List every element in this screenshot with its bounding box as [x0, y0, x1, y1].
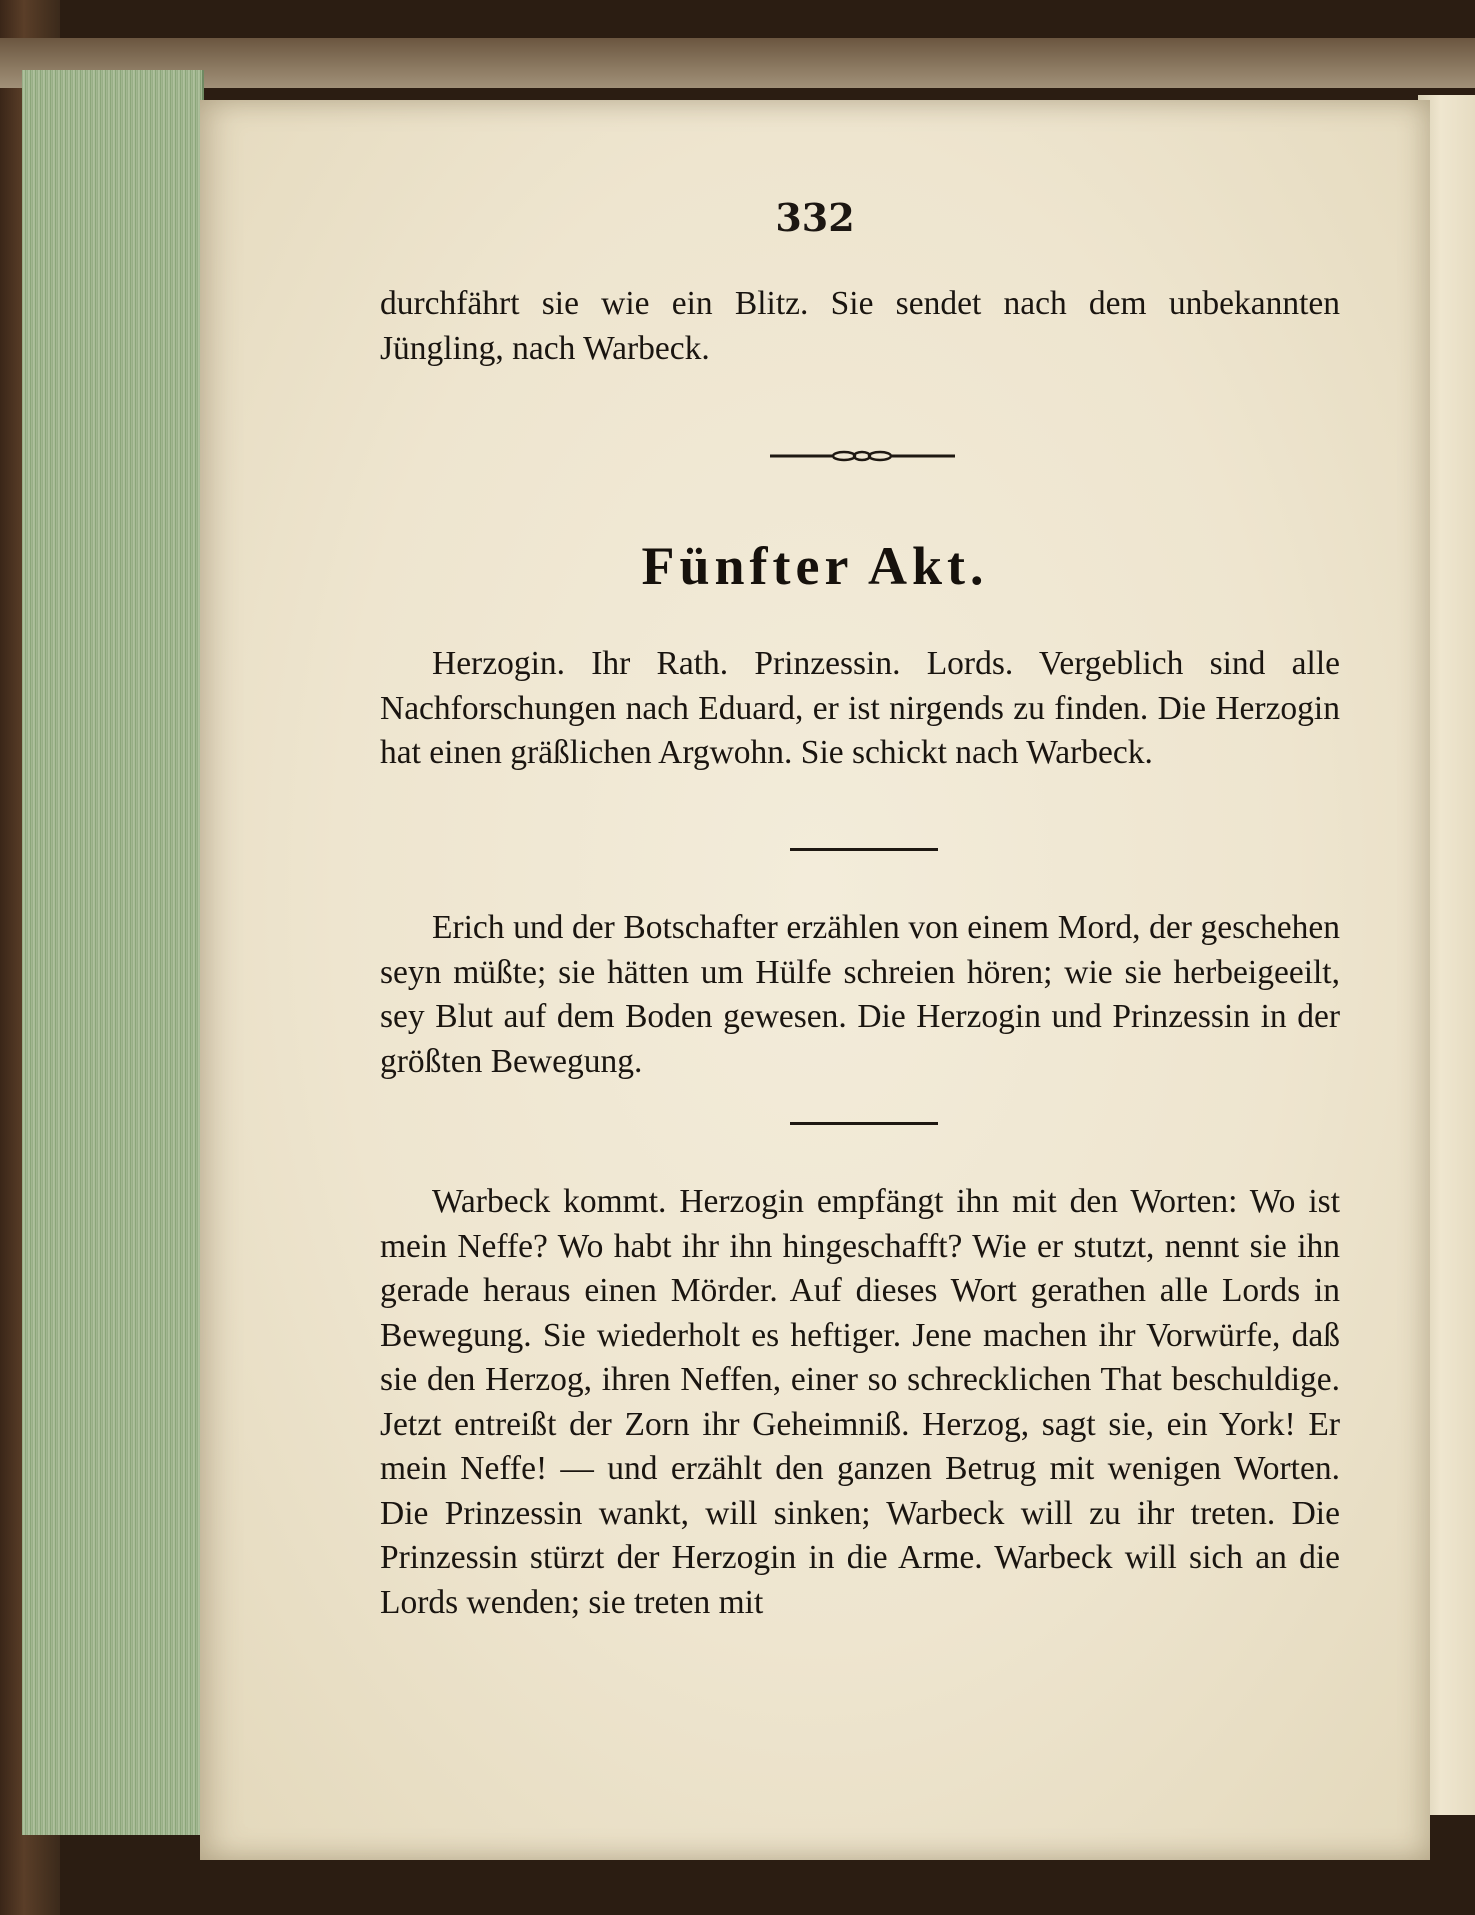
paragraph-1	[380, 642, 1340, 776]
book-cover-top	[0, 38, 1475, 88]
paragraph-text: Erich und der Botschafter erzählen von einem Mord, der geschehen seyn müßte; sie hätten um Hülfe schreien hören; wie sie herbeigeeilt, sey Blut auf dem Boden gewesen. Die Herzogin und Prinzessin in der größten Bewegung.	[380, 909, 1340, 1080]
paragraph-text: Herzogin. Ihr Rath. Prinzessin. Lords. Vergeblich sind alle Nachforschungen nach Eduard, er ist nirgends zu finden. Die Herzogin hat einen gräßlichen Argwohn. Sie schickt nach Warbeck.	[380, 645, 1340, 771]
ornament-divider	[770, 446, 955, 466]
section-rule	[790, 1122, 938, 1125]
paragraph-text: Warbeck kommt. Herzogin empfängt ihn mit den Worten: Wo ist mein Neffe? Wo habt ihr ihn hingeschafft? Wie er stutzt, nennt sie ihn gerade heraus einen Mörder. Auf dieses Wort gerathen alle Lords in Bewegung. Sie wiederholt es heftiger. Jene machen ihr Vorwürfe, daß sie den Herzog, ihren Neffen, einer so schrecklichen That beschuldige. Jetzt entreißt der Zorn ihr Geheimniß. Herzog, sagt sie, ein York! Er mein Neffe! — und erzählt den ganzen Betrug mit wenigen Worten. Die Prinzessin wankt, will sinken; Warbeck will zu ihr treten. Die Prinzessin stürzt der Herzogin in die Arme. Warbeck will sich an die Lords wenden; sie treten mit	[380, 1183, 1340, 1621]
section-rule	[790, 848, 938, 851]
book-page	[200, 100, 1430, 1860]
page-number: 332	[775, 195, 855, 240]
paragraph-3	[380, 1180, 1340, 1625]
paragraph-2	[380, 906, 1340, 1084]
page-edges	[22, 70, 204, 1835]
act-heading: Fünfter Akt.	[641, 536, 989, 596]
paragraph-continued	[380, 282, 1340, 371]
paragraph-text: durchfährt sie wie ein Blitz. Sie sendet nach dem unbekannten Jüngling, nach Warbeck.	[380, 285, 1340, 367]
